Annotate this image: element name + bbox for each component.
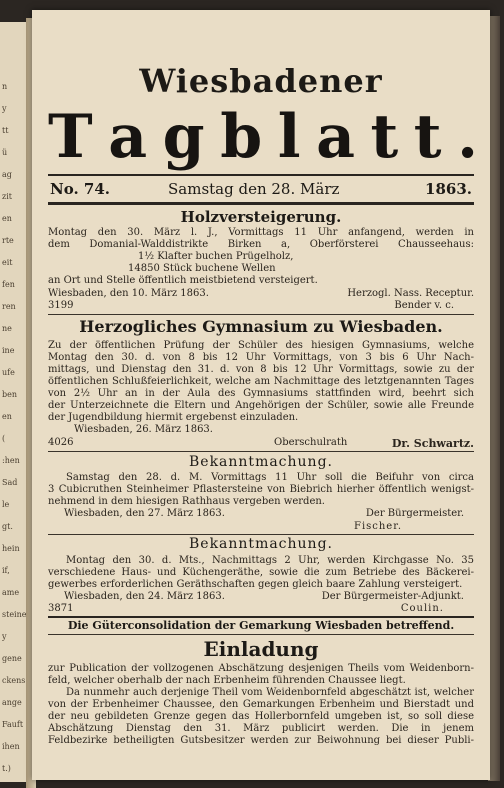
left-page-fragment: ame (2, 588, 20, 597)
notice-heading: Bekanntmachung. (189, 454, 333, 470)
left-page-fragment: ü (2, 148, 8, 157)
invitation-line: Feldbezirke betheiligten Gutsbesitzer werden zur Beiwohnung bei dieser Publi- (48, 735, 474, 746)
notice-heading: Holzversteigerung. (180, 208, 342, 226)
notice-signature: Dr. Schwartz. (391, 437, 474, 450)
notice-office: Der Bürgermeister-Adjunkt. (321, 591, 464, 602)
left-page-fragment: rte (2, 236, 14, 245)
notice-line: Montag den 30. d. von 8 bis 12 Uhr Vormittags, von 3 bis 6 Uhr Nach- (48, 352, 474, 363)
notice-divider (48, 451, 474, 452)
masthead-letter: t (370, 102, 399, 172)
left-page-fragment: Fauft (2, 720, 24, 729)
left-page-fragment: fen (2, 280, 15, 289)
left-page-fragment: ne (2, 324, 12, 333)
notice-footer (48, 603, 474, 616)
notice-line: Zu der öffentlichen Prüfung der Schüler des hiesigen Gymnasiums, welche (48, 340, 474, 351)
masthead-letter: a (108, 102, 148, 172)
section-title-underline (48, 634, 474, 635)
notice-heading: Herzogliches Gymnasium zu Wiesbaden. (79, 317, 443, 336)
notice-number: 4026 (48, 437, 74, 448)
left-page-fragment: n (2, 82, 8, 91)
notice-line: gewerbes erforderlichen Geräthschaften gegen gleich baare Zahlung versteigert. (48, 579, 463, 590)
invitation-line: der neu gebildeten Grenze gegen das Hollerbornfeld umgeben ist, so soll diese (48, 711, 474, 722)
notice-footer (48, 300, 474, 313)
left-page-fragment: ckens (2, 676, 26, 685)
left-page-fragment: y (2, 632, 7, 641)
notice-signature: Coulin. (400, 603, 444, 614)
notice-office: Der Bürgermeister. (365, 508, 464, 519)
masthead-letter: T (48, 102, 93, 172)
left-page-fragment: steine (2, 610, 27, 619)
left-page-fragment: y (2, 104, 7, 113)
notice-divider (48, 534, 474, 535)
invitation-line: feld, welcher oberhalb der nach Erbenheim führenden Chaussee liegt. (48, 675, 406, 686)
left-page-fragment: zit (2, 192, 12, 201)
left-page-fragment: Sad (2, 478, 18, 487)
notice-line: der Jugendbildung hiermit ergebenst einzuladen. (48, 412, 299, 423)
notice-place-date: Wiesbaden, 26. März 1863. (74, 424, 213, 435)
notice-line: von 2½ Uhr an in der Aula des Gymnasiums stattfinden wird, beehrt sich (48, 388, 474, 399)
notice-place-date: Wiesbaden, den 27. März 1863. (64, 508, 225, 519)
notice-line: verschiedene Haus- und Küchengeräthe, sowie die zum Betriebe des Bäckerei- (48, 567, 474, 578)
masthead-letter: a (316, 102, 355, 172)
left-page-fragment: hein (2, 544, 20, 553)
notice-office: Oberschulrath (274, 437, 348, 448)
notice-office: Herzogl. Nass. Receptur. (347, 288, 474, 299)
notice-heading: Bekanntmachung. (189, 536, 333, 552)
masthead-letter: t (413, 102, 442, 172)
invitation-heading: Einladung (203, 637, 319, 661)
notice-line: Montag den 30. März l. J., Vormittags 11 Uhr anfangend, werden in (48, 227, 474, 238)
section-divider (48, 616, 474, 618)
left-page-fragment: ( (2, 434, 6, 443)
newspaper-page (32, 10, 490, 780)
left-page-fragment: ag (2, 170, 12, 179)
left-page-fragment: en (2, 214, 12, 223)
section-title: Die Güterconsolidation der Gemarkung Wiesbaden betreffend. (67, 619, 455, 632)
notice-footer (48, 508, 474, 521)
dateline-rule-top (48, 174, 474, 176)
notice-line: der Unterzeichnete die Eltern und Angehörigen der Schüler, sowie alle Freunde (48, 400, 474, 411)
notice-line: öffentlichen Schlußfeierlichkeit, welche am Nachmittage des letztgenannten Tages (48, 376, 474, 387)
dateline-rule-bottom (48, 202, 474, 205)
masthead-letter: . (457, 102, 478, 172)
left-page-fragment: ufe (2, 368, 15, 377)
left-page-fragment: ihen (2, 742, 20, 751)
left-page-fragment: ren (2, 302, 16, 311)
notice-line: an Ort und Stelle öffentlich meistbietend versteigert. (48, 275, 318, 286)
left-page-fragment: t.) (2, 764, 11, 773)
invitation-line: zur Publication der vollzogenen Abschätzung desjenigen Theils vom Weidenborn- (48, 663, 474, 674)
left-page-fragment: gene (2, 654, 22, 663)
notice-line: 3 Cubicruthen Steinheimer Pflastersteine von Biebrich hierher öffentlich wenigst- (48, 484, 474, 495)
left-page-fragment: eit (2, 258, 13, 267)
notice-line: Samstag den 28. d. M. Vormittags 11 Uhr soll die Beifuhr von circa (66, 472, 474, 483)
issue-date: Samstag den 28. März (168, 180, 340, 198)
notice-line: dem Domanial-Walddistrikte Birken a, Oberförsterei Chausseehaus: (48, 239, 474, 250)
notice-signature: Bender v. c. (394, 300, 454, 311)
left-page-fragment: ben (2, 390, 18, 399)
issue-year: 1863. (425, 180, 472, 198)
invitation-line: Abschätzung Dienstag den 31. März publicirt werden. Die in jenem (48, 723, 474, 734)
left-page-fragment: en (2, 412, 12, 421)
masthead-city: Wiesbadener (139, 62, 383, 100)
notice-footer (48, 437, 474, 450)
left-page-fragment: ange (2, 698, 22, 707)
notice-line: 1½ Klafter buchen Prügelholz, (138, 251, 294, 262)
invitation-line: von der Erbenheimer Chaussee, den Gemarkungen Erbenheim und Bierstadt und (48, 699, 474, 710)
issue-number: No. 74. (50, 180, 110, 198)
masthead-letter: b (220, 102, 263, 172)
notice-divider (48, 314, 474, 315)
notice-line: 14850 Stück buchene Wellen (128, 263, 276, 274)
dateline (48, 178, 474, 202)
notice-signature: Fischer. (354, 521, 403, 532)
notice-number: 3871 (48, 603, 74, 614)
left-page-fragment: ine (2, 346, 15, 355)
left-page-fragment: :hen (2, 456, 20, 465)
notice-line: Montag den 30. d. Mts., Nachmittags 2 Uhr, werden Kirchgasse No. 35 (66, 555, 474, 566)
masthead-title (48, 102, 478, 172)
notice-place-date: Wiesbaden, den 10. März 1863. (48, 288, 209, 299)
notice-line: mittags, und Dienstag den 31. d. von 8 bis 12 Uhr Vormittags, sowie zu der (48, 364, 474, 375)
notice-number: 3199 (48, 300, 74, 311)
notice-line: nehmend in dem hiesigen Rathhaus vergeben werden. (48, 496, 325, 507)
left-page-fragment: if, (2, 566, 10, 575)
masthead-letter: g (162, 102, 205, 172)
left-page-fragment: gt. (2, 522, 13, 531)
notice-place-date: Wiesbaden, den 24. März 1863. (64, 591, 225, 602)
left-page-fragment: tt (2, 126, 9, 135)
left-page-fragment: le (2, 500, 10, 509)
masthead-letter: l (277, 102, 301, 172)
invitation-line: Da nunmehr auch derjenige Theil vom Weidenbornfeld abgeschätzt ist, welcher (66, 687, 474, 698)
